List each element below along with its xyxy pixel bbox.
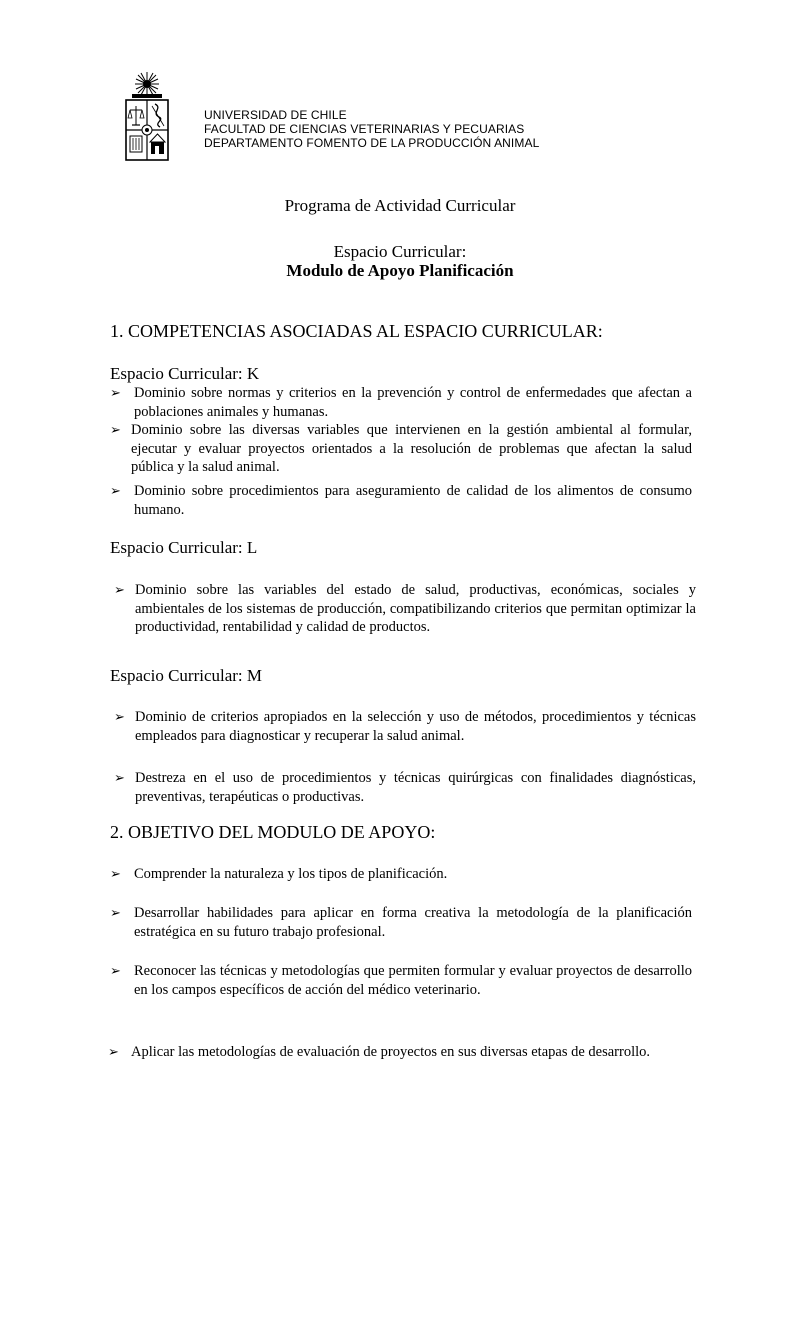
list-item [110,421,692,477]
list-item [114,769,696,806]
university-name: UNIVERSIDAD DE CHILE [204,108,347,122]
list-item-text: Dominio sobre procedimientos para aseguramiento de calidad de los alimentos de consumo humano. [134,483,692,518]
list-item-text: Comprender la naturaleza y los tipos de planificación. [134,866,448,882]
space-k-heading: Espacio Curricular: K [110,364,260,383]
institution-header [204,108,539,150]
list-item [110,865,692,884]
arrow-bullet-icon: ➢ [110,422,121,437]
arrow-bullet-icon: ➢ [114,582,125,597]
list-item [110,384,692,421]
list-item-text: Desarrollar habilidades para aplicar en forma creativa la metodología de la planificación estratégica en su futuro trabajo profesional. [134,905,692,940]
list-item-text: Destreza en el uso de procedimientos y técnicas quirúrgicas con finalidades diagnósticas, preventivas, terapéuticas o productivas. [135,770,696,805]
module-name: Modulo de Apoyo Planificación [286,261,514,280]
arrow-bullet-icon: ➢ [110,963,121,978]
space-l-heading: Espacio Curricular: L [110,538,258,557]
arrow-bullet-icon: ➢ [110,385,121,400]
list-item [110,962,692,999]
department-name: DEPARTAMENTO FOMENTO DE LA PRODUCCIÓN ANIMAL [204,136,540,150]
list-item-text: Aplicar las metodologías de evaluación de proyectos en sus diversas etapas de desarrollo. [131,1044,651,1060]
list-item-text: Dominio sobre las variables del estado de salud, productivas, económicas, sociales y ambientales de los sistemas de producción, compatibilizando criterios que permitan optimizar la productividad, rentabilidad y calidad de productos. [135,582,696,635]
arrow-bullet-icon: ➢ [114,770,125,785]
list-item [114,581,696,637]
list-item-text: Dominio sobre las diversas variables que intervienen en la gestión ambiental al formular, ejecutar y evaluar proyectos orientados a la resolución de problemas que afectan la salud pública y la salud animal. [131,422,692,475]
list-item-text [110,384,692,421]
list-item [110,904,692,941]
competencias-heading: 1. COMPETENCIAS ASOCIADAS AL ESPACIO CURRICULAR: [110,321,603,341]
list-item-text: Reconocer las técnicas y metodologías que permiten formular y evaluar proyectos de desarrollo en los campos específicos de acción del médico veterinario. [134,963,692,998]
objetivo-heading: 2. OBJETIVO DEL MODULO DE APOYO: [110,822,436,842]
space-label: Espacio Curricular: [333,242,467,261]
arrow-bullet-icon: ➢ [110,905,121,920]
list-item [114,708,696,745]
arrow-bullet-icon: ➢ [108,1044,119,1059]
faculty-name: FACULTAD DE CIENCIAS VETERINARIAS Y PECUARIAS [204,122,525,136]
program-title: Programa de Actividad Curricular [284,196,516,215]
list-item-content: Dominio sobre normas y criterios en la prevención y control de enfermedades que afectan a poblaciones animales y humanas. [134,385,692,420]
list-item [108,1043,708,1062]
list-item-text: Dominio de criterios apropiados en la selección y uso de métodos, procedimientos y técnicas empleados para diagnosticar y recuperar la salud animal. [135,709,696,744]
arrow-bullet-icon: ➢ [110,483,121,498]
space-m-heading: Espacio Curricular: M [110,666,263,685]
arrow-bullet-icon: ➢ [110,866,121,881]
list-item [110,482,692,519]
arrow-bullet-icon: ➢ [114,709,125,724]
university-crest-icon [122,70,172,162]
